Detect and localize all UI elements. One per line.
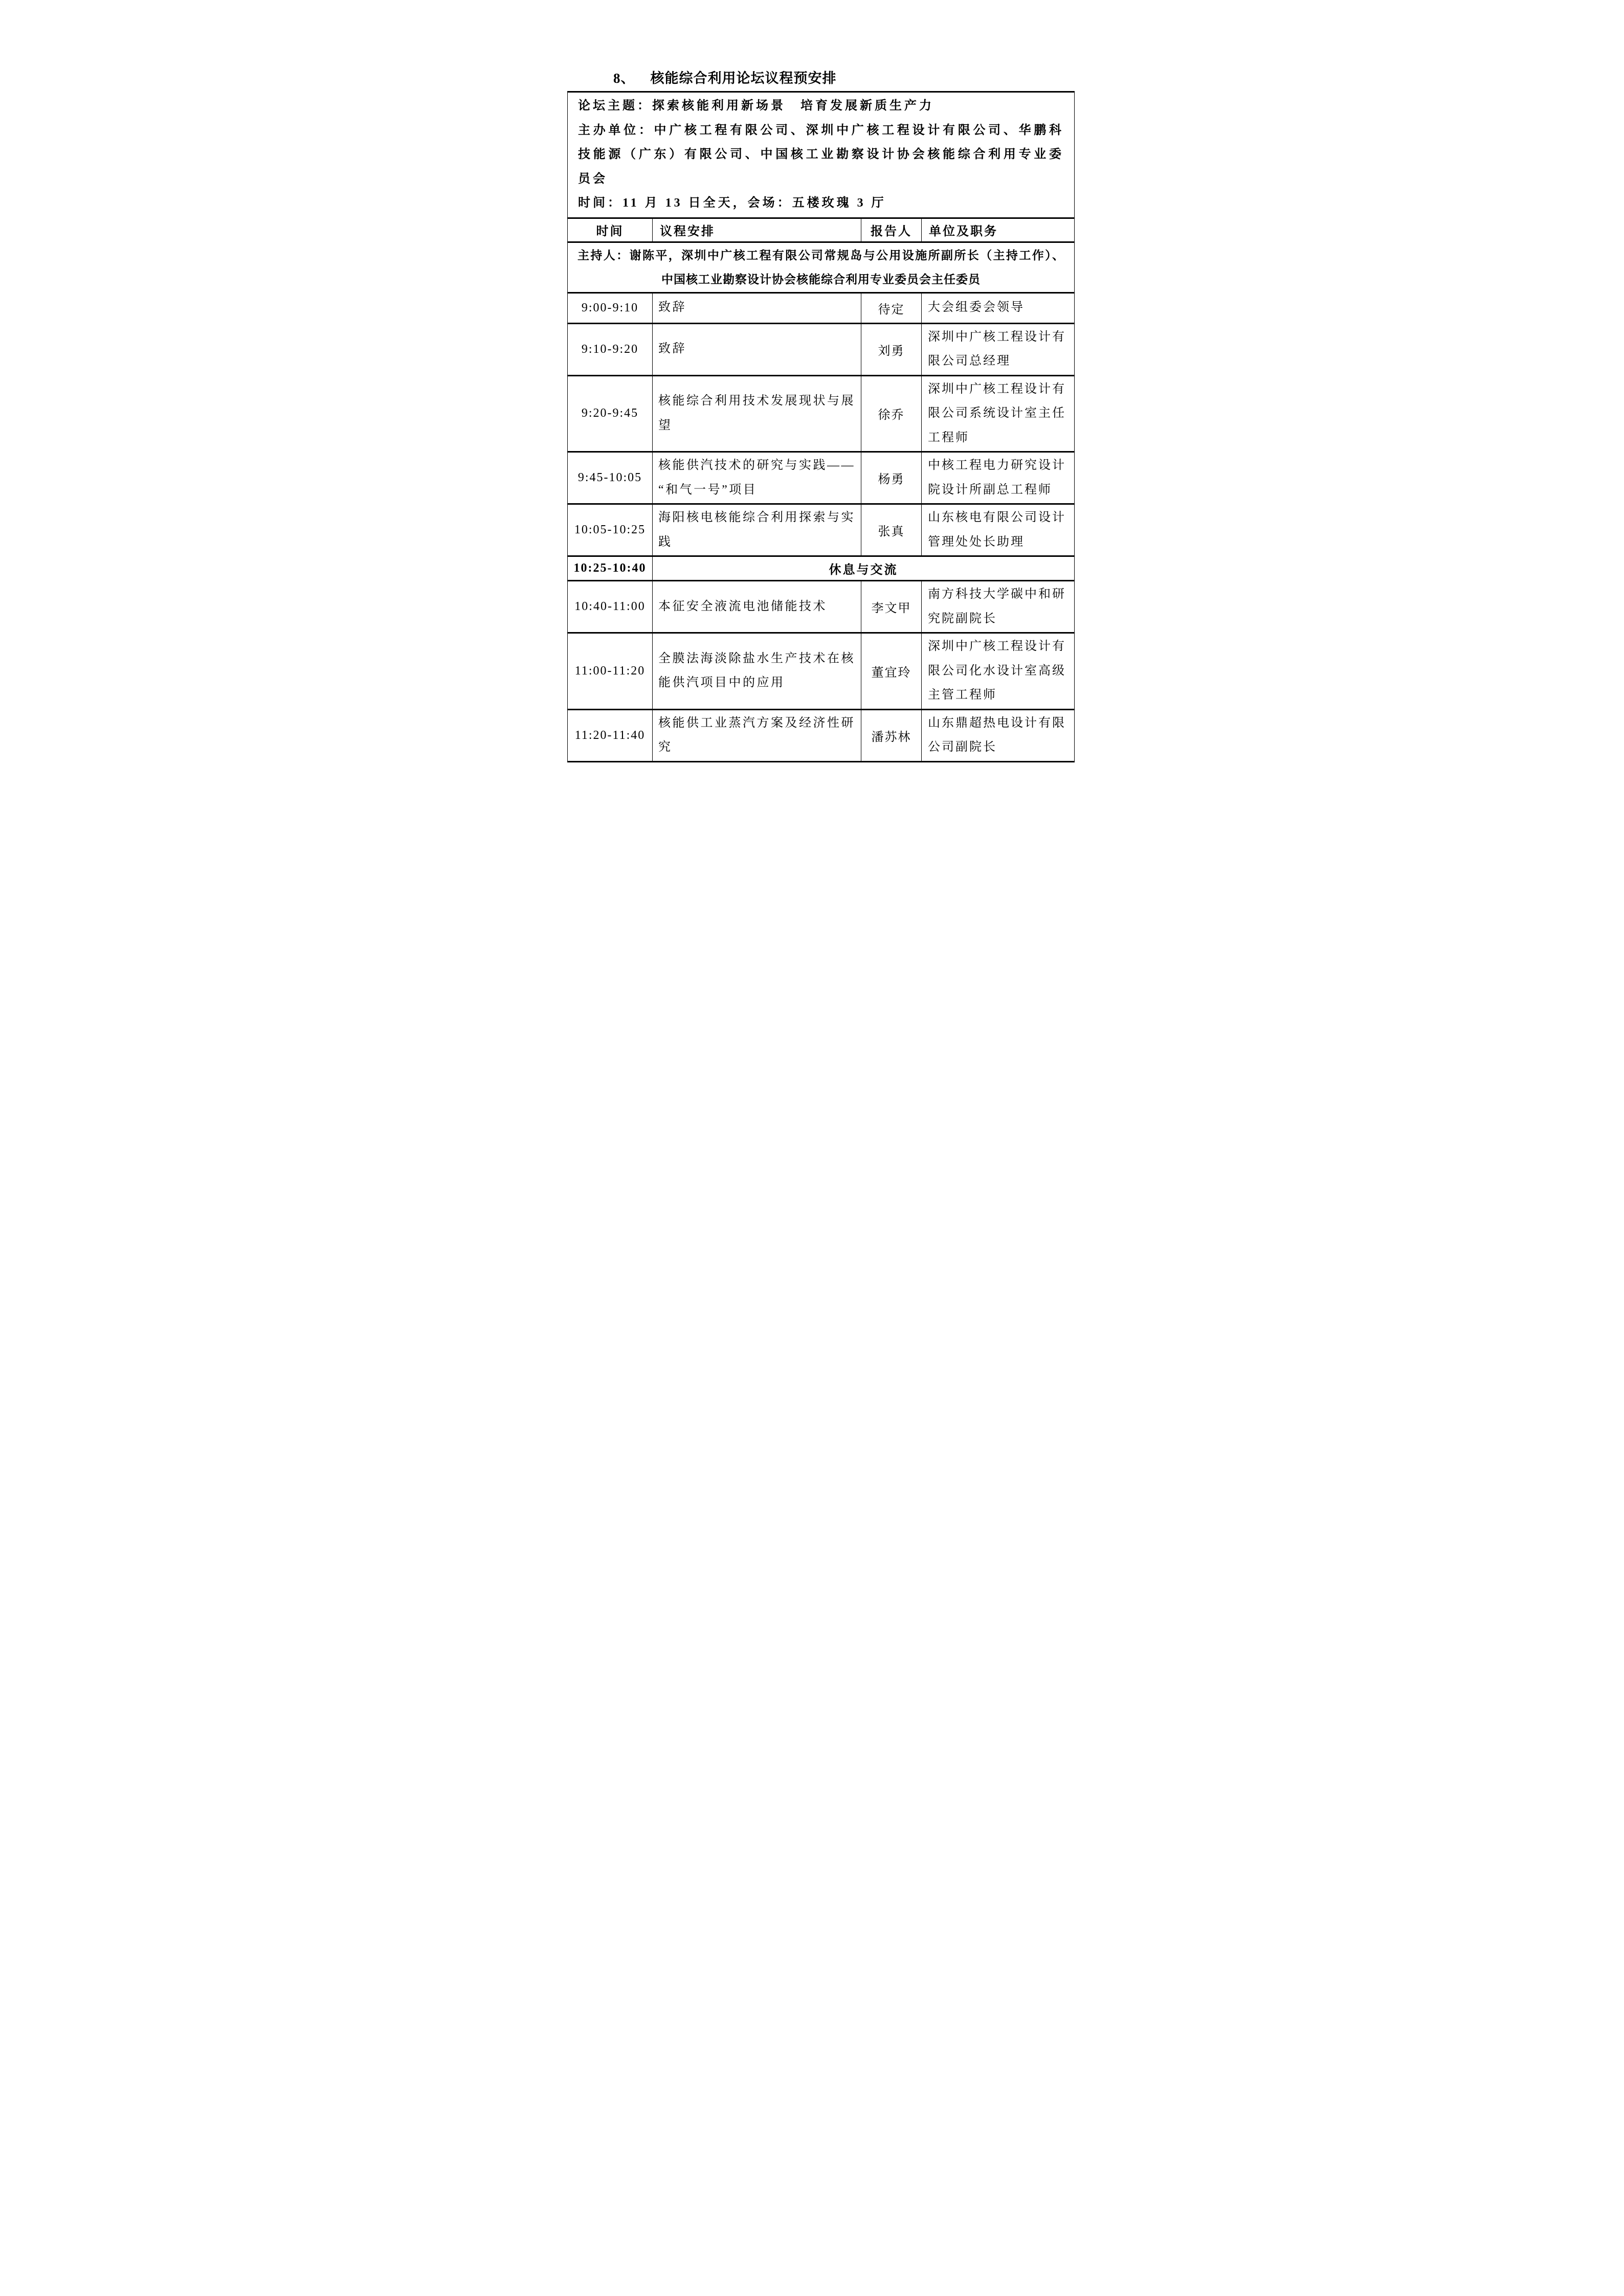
table-header-row (568, 218, 1075, 242)
agenda-cell: 本征安全液流电池储能技术 (653, 581, 861, 633)
affiliation-cell: 南方科技大学碳中和研究院副院长 (922, 581, 1075, 633)
agenda-cell: 核能供工业蒸汽方案及经济性研究 (653, 709, 861, 761)
time-cell: 11:20-11:40 (568, 709, 653, 761)
speaker-cell: 董宜玲 (861, 633, 922, 710)
agenda-cell: 核能综合利用技术发展现状与展望 (653, 375, 861, 452)
col-header-agenda: 议程安排 (653, 218, 861, 242)
title-number: 8、 (613, 71, 635, 86)
affiliation-cell: 深圳中广核工程设计有限公司总经理 (922, 323, 1075, 375)
speaker-cell: 张真 (861, 504, 922, 556)
col-header-speaker: 报告人 (861, 218, 922, 242)
speaker-cell: 刘勇 (861, 323, 922, 375)
table-row (568, 323, 1075, 375)
agenda-cell: 全膜法海淡除盐水生产技术在核能供汽项目中的应用 (653, 633, 861, 710)
time-cell: 9:10-9:20 (568, 323, 653, 375)
moderator-line-2: 中国核工业勘察设计协会核能综合利用专业委员会主任委员 (661, 273, 981, 286)
break-cell: 休息与交流 (653, 556, 1075, 581)
time-cell: 9:00-9:10 (568, 292, 653, 323)
table-row (568, 452, 1075, 504)
speaker-cell: 徐乔 (861, 375, 922, 452)
agenda-cell: 海阳核电核能综合利用探索与实践 (653, 504, 861, 556)
agenda-cell: 致辞 (653, 323, 861, 375)
speaker-cell: 李文甲 (861, 581, 922, 633)
speaker-cell: 潘苏林 (861, 709, 922, 761)
affiliation-cell: 深圳中广核工程设计有限公司化水设计室高级主管工程师 (922, 633, 1075, 710)
time-cell: 9:20-9:45 (568, 375, 653, 452)
forum-info-row (568, 92, 1075, 218)
moderator-line-1: 主持人：谢陈平，深圳中广核工程有限公司常规岛与公用设施所副所长（主持工作）、 (577, 249, 1064, 262)
time-cell: 10:05-10:25 (568, 504, 653, 556)
speaker-cell: 待定 (861, 292, 922, 323)
break-row (568, 556, 1075, 581)
table-row (568, 581, 1075, 633)
table-row (568, 633, 1075, 710)
title-text: 核能综合利用论坛议程预安排 (650, 71, 837, 86)
agenda-table (567, 91, 1075, 762)
affiliation-cell: 深圳中广核工程设计有限公司系统设计室主任工程师 (922, 375, 1075, 452)
document-page (528, 0, 1096, 803)
agenda-cell: 致辞 (653, 292, 861, 323)
moderator-cell (568, 242, 1075, 292)
moderator-row (568, 242, 1075, 292)
table-row (568, 504, 1075, 556)
time-cell: 10:25-10:40 (568, 556, 653, 581)
speaker-cell: 杨勇 (861, 452, 922, 504)
forum-info-cell (568, 92, 1075, 218)
forum-time-venue: 时间：11 月 13 日全天，会场：五楼玫瑰 3 厅 (578, 196, 886, 210)
time-cell: 9:45-10:05 (568, 452, 653, 504)
affiliation-cell: 山东核电有限公司设计管理处处长助理 (922, 504, 1075, 556)
affiliation-cell: 山东鼎超热电设计有限公司副院长 (922, 709, 1075, 761)
table-row (568, 375, 1075, 452)
table-row (568, 292, 1075, 323)
table-row (568, 709, 1075, 761)
col-header-time: 时间 (568, 218, 653, 242)
affiliation-cell: 大会组委会领导 (922, 292, 1075, 323)
forum-theme: 论坛主题：探索核能利用新场景 培育发展新质生产力 (578, 99, 934, 112)
time-cell: 10:40-11:00 (568, 581, 653, 633)
time-cell: 11:00-11:20 (568, 633, 653, 710)
forum-organizers: 主办单位：中广核工程有限公司、深圳中广核工程设计有限公司、华鹏科技能源（广东）有限公司、中国核工业勘察设计协会核能综合利用专业委员会 (578, 123, 1064, 186)
page-title (613, 0, 1096, 88)
col-header-affiliation: 单位及职务 (922, 218, 1075, 242)
affiliation-cell: 中核工程电力研究设计院设计所副总工程师 (922, 452, 1075, 504)
agenda-cell: 核能供汽技术的研究与实践——“和气一号”项目 (653, 452, 861, 504)
